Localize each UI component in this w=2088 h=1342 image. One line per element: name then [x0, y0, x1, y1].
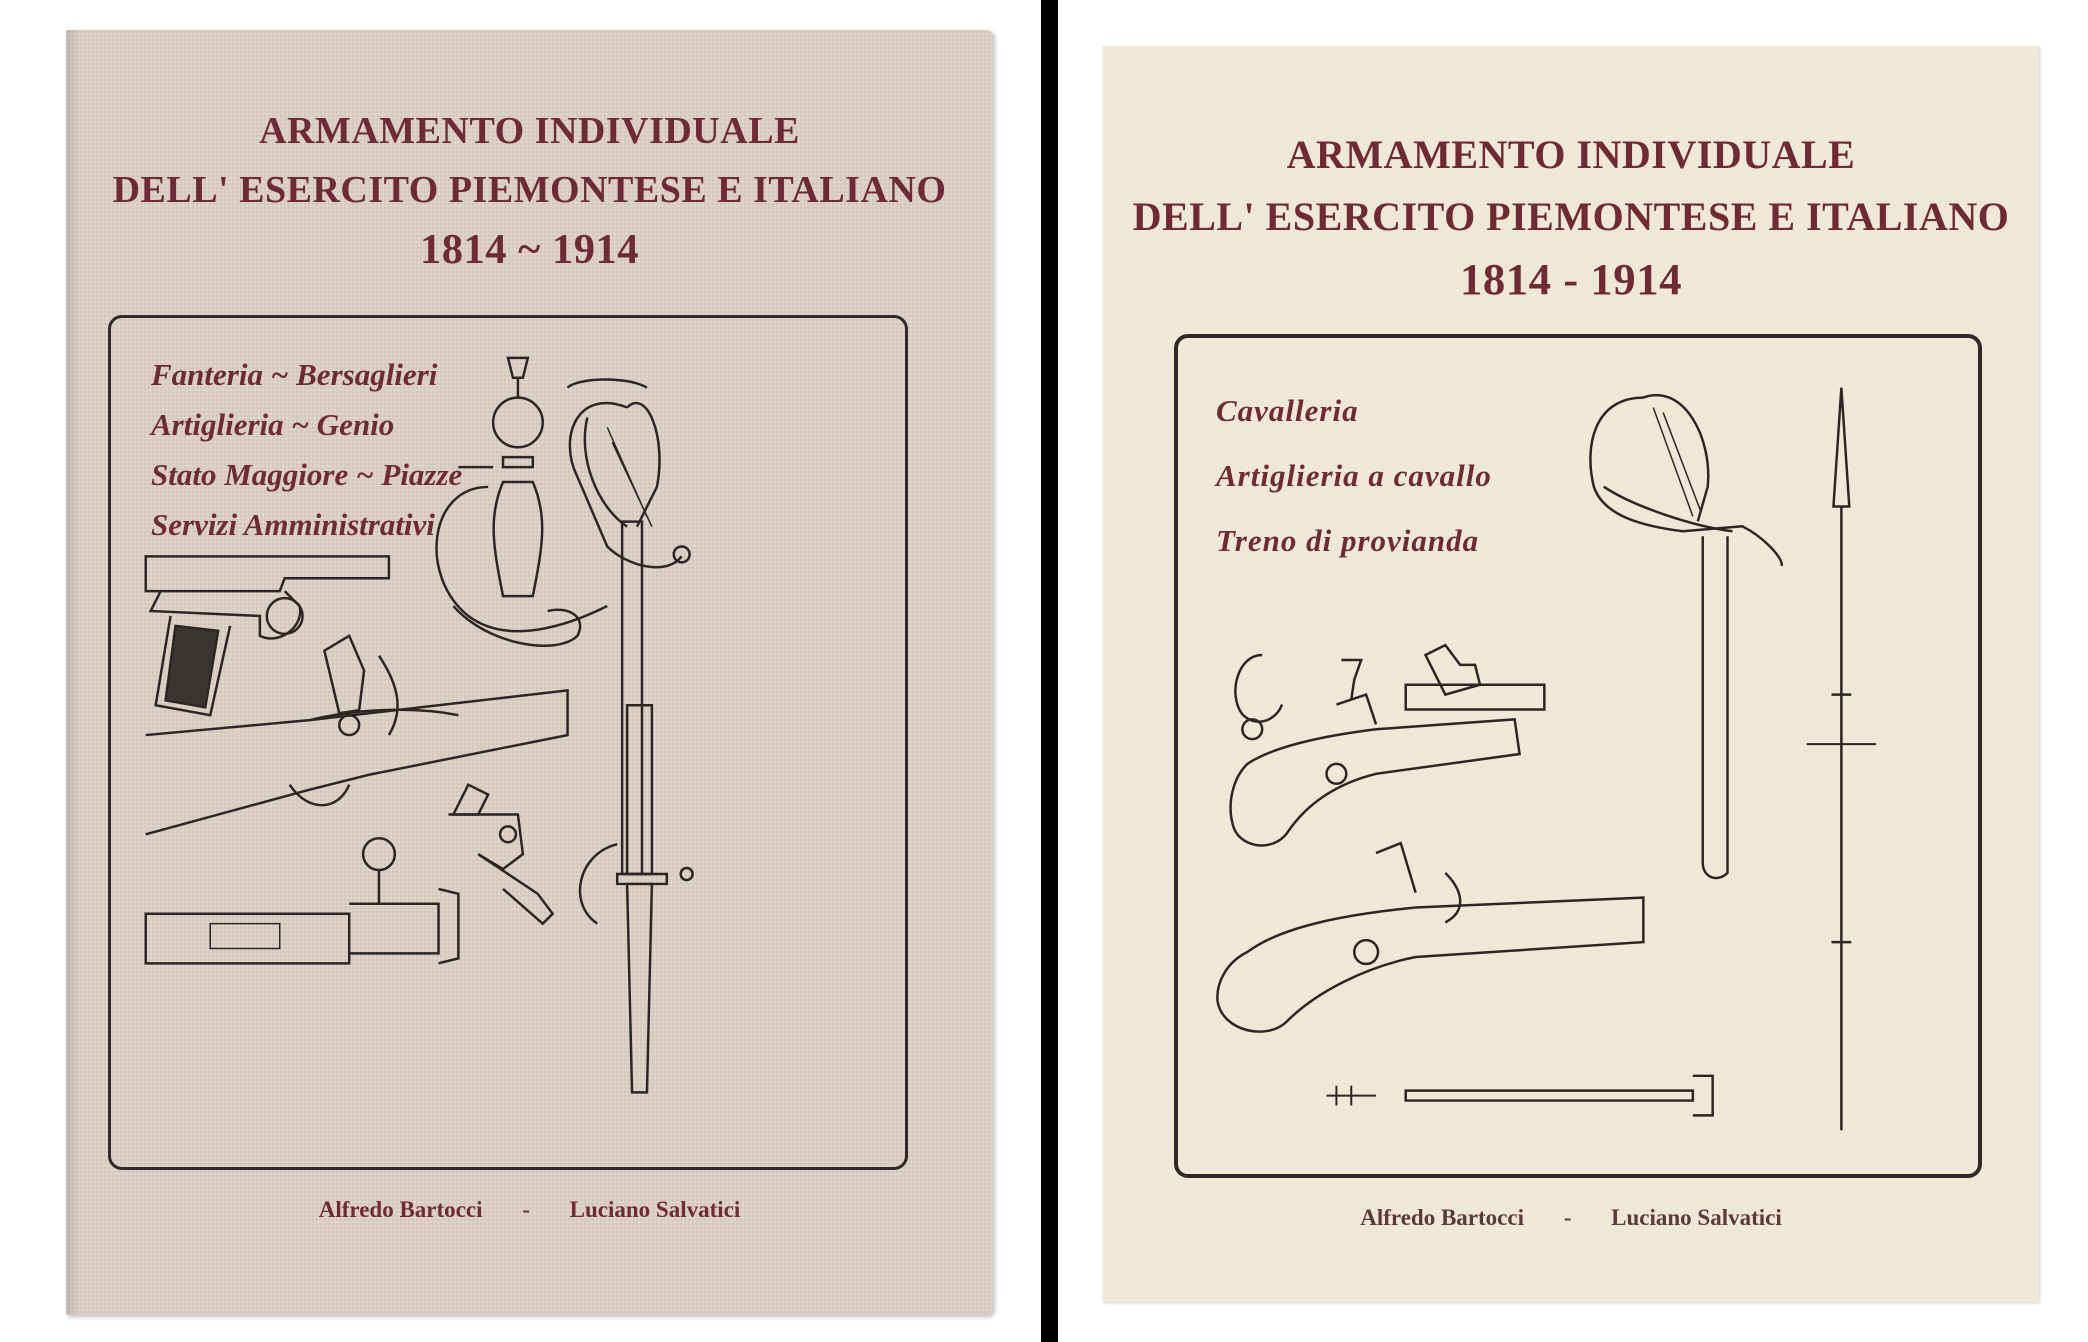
illustration-frame [1174, 334, 1982, 1178]
subtitle-list [1216, 378, 1492, 573]
author-1: Alfredo Bartocci [1360, 1205, 1524, 1230]
cover-title [66, 102, 993, 279]
pistol-icon [146, 556, 389, 715]
author-separator: - [1563, 1205, 1572, 1230]
subtitle-1: Fanteria ~ Bersaglieri [151, 357, 438, 392]
author-2: Luciano Salvatici [1611, 1205, 1782, 1230]
sword-icon [568, 379, 690, 874]
book-cover-right [1103, 46, 2039, 1302]
author-1: Alfredo Bartocci [318, 1197, 483, 1222]
title-line-2: DELL' ESERCITO PIEMONTESE E ITALIANO [112, 169, 947, 211]
subtitle-2: Artiglieria ~ Genio [151, 407, 395, 442]
title-years: 1814 - 1914 [1459, 254, 1682, 304]
ramrod-icon [1327, 1076, 1713, 1116]
subtitle-list [151, 350, 462, 550]
cover-title [1103, 124, 2039, 310]
title-line-2: DELL' ESERCITO PIEMONTESE E ITALIANO [1132, 194, 2010, 239]
book-cover-left [66, 30, 993, 1315]
barrel-icon [146, 838, 459, 963]
subtitle-3: Stato Maggiore ~ Piazze [151, 457, 463, 492]
title-line-1: ARMAMENTO INDIVIDUALE [1286, 132, 1856, 177]
title-line-1: ARMAMENTO INDIVIDUALE [259, 110, 800, 152]
image-divider [1041, 0, 1058, 1342]
subtitle-1: Cavalleria [1216, 393, 1359, 428]
subtitle-4: Servizi Amministrativi [151, 507, 435, 542]
author-2: Luciano Salvatici [569, 1197, 741, 1222]
authors [66, 1197, 993, 1223]
sabre-icon [1590, 395, 1782, 878]
illustration-frame [108, 315, 908, 1170]
bayonet-blade-icon [580, 705, 693, 1092]
title-years: 1814 ~ 1914 [419, 226, 640, 273]
lance-icon [1807, 388, 1876, 1131]
subtitle-3: Treno di provianda [1216, 523, 1480, 558]
lock-icon [448, 785, 552, 924]
author-separator: - [522, 1197, 530, 1222]
flintlock-icon [1217, 843, 1643, 1032]
parts-icon [1235, 645, 1544, 739]
authors [1103, 1205, 2039, 1231]
subtitle-2: Artiglieria a cavallo [1216, 458, 1492, 493]
